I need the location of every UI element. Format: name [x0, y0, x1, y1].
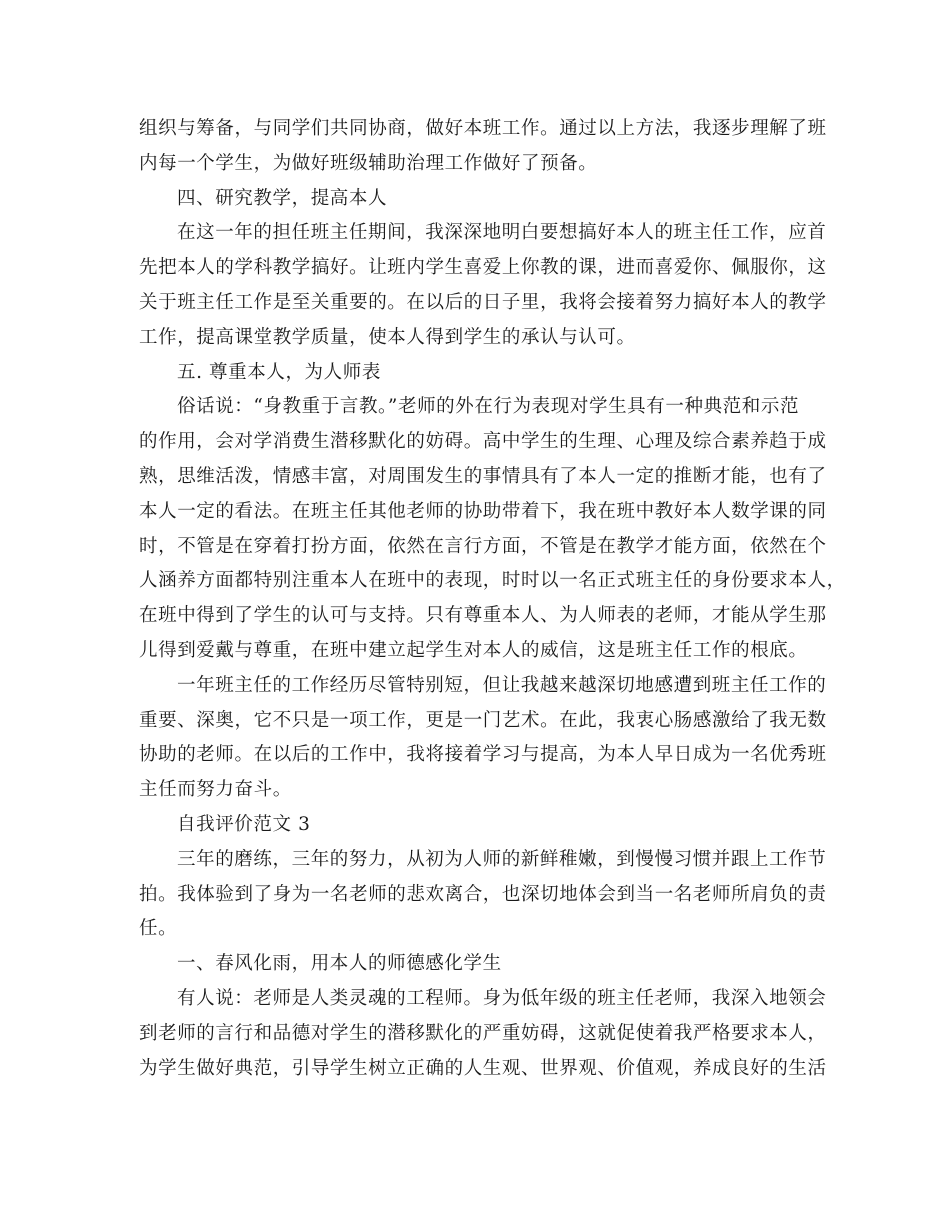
- text-line: 内每一个学生，为做好班级辅助治理工作做好了预备。: [139, 152, 598, 174]
- text-line: 在班中得到了学生的认可与支持。只有尊重本人、为人师表的老师，才能从学生那: [139, 605, 827, 627]
- text-line: 任。: [139, 918, 178, 940]
- text-line: 的作用，会对学消费生潜移默化的妨碍。高中学生的生理、心理及综合素养趋于成: [139, 431, 827, 453]
- text-line: 自我评价范文 3: [177, 813, 311, 835]
- text-line: 为学生做好典范，引导学生树立正确的人生观、世界观、价值观，养成良好的生活: [139, 1057, 827, 1079]
- text-line: 本人一定的看法。在班主任其他老师的协助带着下，我在班中教好本人数学课的同: [139, 500, 827, 522]
- text-line: 在这一年的担任班主任期间，我深深地明白要想搞好本人的班主任工作，应首: [177, 222, 827, 244]
- text-line: 儿得到爱戴与尊重，在班中建立起学生对本人的威信，这是班主任工作的根底。: [139, 639, 808, 661]
- text-line: 四、研究教学，提高本人: [177, 187, 388, 209]
- text-line: 时，不管是在穿着打扮方面，依然在言行方面，不管是在教学才能方面，依然在个: [139, 535, 827, 557]
- text-line: 五. 尊重本人，为人师表: [177, 361, 381, 383]
- text-line: 协助的老师。在以后的工作中，我将接着学习与提高，为本人早日成为一名优秀班: [139, 744, 827, 766]
- text-line: 一年班主任的工作经历尽管特别短，但让我越来越深切地感遭到班主任工作的: [177, 674, 827, 696]
- text-line: 三年的磨练，三年的努力，从初为人师的新鲜稚嫩，到慢慢习惯并跟上工作节: [177, 848, 827, 870]
- text-line: 关于班主任工作是至关重要的。在以后的日子里，我将会接着努力搞好本人的教学: [139, 291, 827, 313]
- text-line: 熟，思维活泼，情感丰富，对周围发生的事情具有了本人一定的推断才能，也有了: [139, 465, 827, 487]
- text-line: 重要、深奥，它不只是一项工作，更是一门艺术。在此，我衷心肠感激给了我无数: [139, 709, 827, 731]
- text-line: 先把本人的学科教学搞好。让班内学生喜爱上你教的课，进而喜爱你、佩服你，这: [139, 257, 827, 279]
- text-line: 一、春风化雨，用本人的师德感化学生: [177, 953, 502, 975]
- text-line: 主任而努力奋斗。: [139, 779, 292, 801]
- document-body: [139, 112, 846, 1086]
- text-line: 拍。我体验到了身为一名老师的悲欢离合，也深切地体会到当一名老师所肩负的责: [139, 883, 827, 905]
- text-line: 工作，提高课堂教学质量，使本人得到学生的承认与认可。: [139, 326, 636, 348]
- text-line: 有人说：老师是人类灵魂的工程师。身为低年级的班主任老师，我深入地领会: [177, 987, 827, 1009]
- text-line: 俗话说：“身教重于言教。”老师的外在行为表现对学生具有一种典范和示范: [177, 396, 800, 418]
- text-line: 组织与筹备，与同学们共同协商，做好本班工作。通过以上方法，我逐步理解了班: [139, 118, 827, 139]
- text-line: 到老师的言行和品德对学生的潜移默化的严重妨碍，这就促使着我严格要求本人，: [139, 1022, 827, 1044]
- text-line: 人涵养方面都特别注重本人在班中的表现，时时以一名正式班主任的身份要求本人，: [139, 570, 846, 592]
